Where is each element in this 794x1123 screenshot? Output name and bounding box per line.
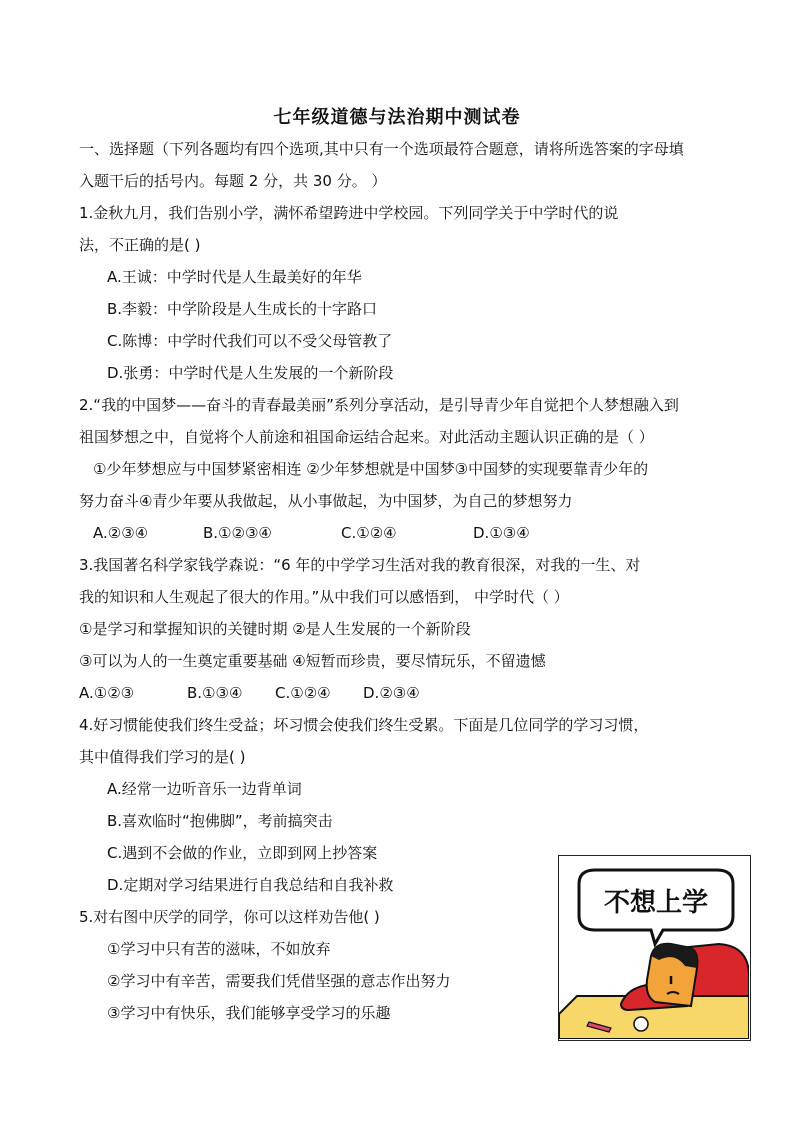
q2-option-c: C.①②④ [341,524,397,542]
q5-stem: 5.对右图中厌学的同学，你可以这样劝告他( ) [79,908,380,926]
q1-stem-line2: 法，不正确的是( ) [79,236,201,254]
illustration-frame [558,855,751,1041]
q3-stem-line1: 3.我国著名科学家钱学森说：“6 年的中学学习生活对我的教育很深，对我的一生、对 [79,556,641,574]
q2-items-line1: ①少年梦想应与中国梦紧密相连 ②少年梦想就是中国梦③中国梦的实现要靠青少年的 [93,460,649,478]
q2-option-d: D.①③④ [473,524,530,542]
q2-option-a: A.②③④ [93,524,149,542]
q4-option-a: A.经常一边听音乐一边背单词 [107,780,302,798]
section-header-line2: 入题干后的括号内。每题 2 分，共 30 分。 ） [79,172,387,190]
q1-option-d: D.张勇：中学时代是人生发展的一个新阶段 [107,364,394,382]
q1-stem-line1: 1.金秋九月，我们告别小学，满怀希望跨进中学校园。下列同学关于中学时代的说 [79,204,619,222]
section-header-line1: 一、选择题（下列各题均有四个选项,其中只有一个选项最符合题意，请将所选答案的字母填 [79,140,684,158]
exam-title: 七年级道德与法治期中测试卷 [273,107,521,128]
q5-item-3: ③学习中有快乐，我们能够享受学习的乐趣 [107,1004,391,1022]
q3-option-a: A.①②③ [79,684,135,702]
q4-stem-line2: 其中值得我们学习的是( ) [79,748,246,766]
q2-stem-line2: 祖国梦想之中，自觉将个人前途和祖国命运结合起来。对此活动主题认识正确的是（ ） [79,428,654,446]
q3-stem-line2: 我的知识和人生观起了很大的作用。”从中我们可以感悟到， 中学时代（ ） [79,588,569,606]
q1-option-b: B.李毅：中学阶段是人生成长的十字路口 [107,300,378,318]
q1-option-a: A.王诚：中学时代是人生最美好的年华 [107,268,362,286]
q4-option-b: B.喜欢临时“抱佛脚”，考前搞突击 [107,812,333,830]
q1-option-c: C.陈博：中学时代我们可以不受父母管教了 [107,332,393,350]
q5-item-2: ②学习中有辛苦，需要我们凭借坚强的意志作出努力 [107,972,451,990]
q3-items-line2: ③可以为人的一生奠定重要基础 ④短暂而珍贵，要尽情玩乐，不留遗憾 [79,652,546,670]
q2-options [93,523,530,543]
q4-option-d: D.定期对学习结果进行自我总结和自我补救 [107,876,394,894]
tired-student-illustration [559,856,749,1039]
speech-text: 不想上学 [603,888,709,918]
crumpled-paper [634,1017,648,1031]
q2-stem-line1: 2.“我的中国梦——奋斗的青春最美丽”系列分享活动，是引导青少年自觉把个人梦想融入到 [79,396,679,414]
q3-items-line1: ①是学习和掌握知识的关键时期 ②是人生发展的一个新阶段 [79,620,471,638]
q3-options [79,683,420,703]
q4-stem-line1: 4.好习惯能使我们终生受益；坏习惯会使我们终生受累。下面是几位同学的学习习惯， [79,716,649,734]
q2-items-line2: 努力奋斗④青少年要从我做起，从小事做起，为中国梦，为自己的梦想努力 [79,492,573,510]
q3-option-d: D.②③④ [363,684,420,702]
q3-option-b: B.①③④ [187,684,243,702]
q4-option-c: C.遇到不会做的作业，立即到网上抄答案 [107,844,378,862]
q2-option-b: B.①②③④ [203,524,272,542]
q5-item-1: ①学习中只有苦的滋味，不如放弃 [107,940,331,958]
q3-option-c: C.①②④ [275,684,331,702]
